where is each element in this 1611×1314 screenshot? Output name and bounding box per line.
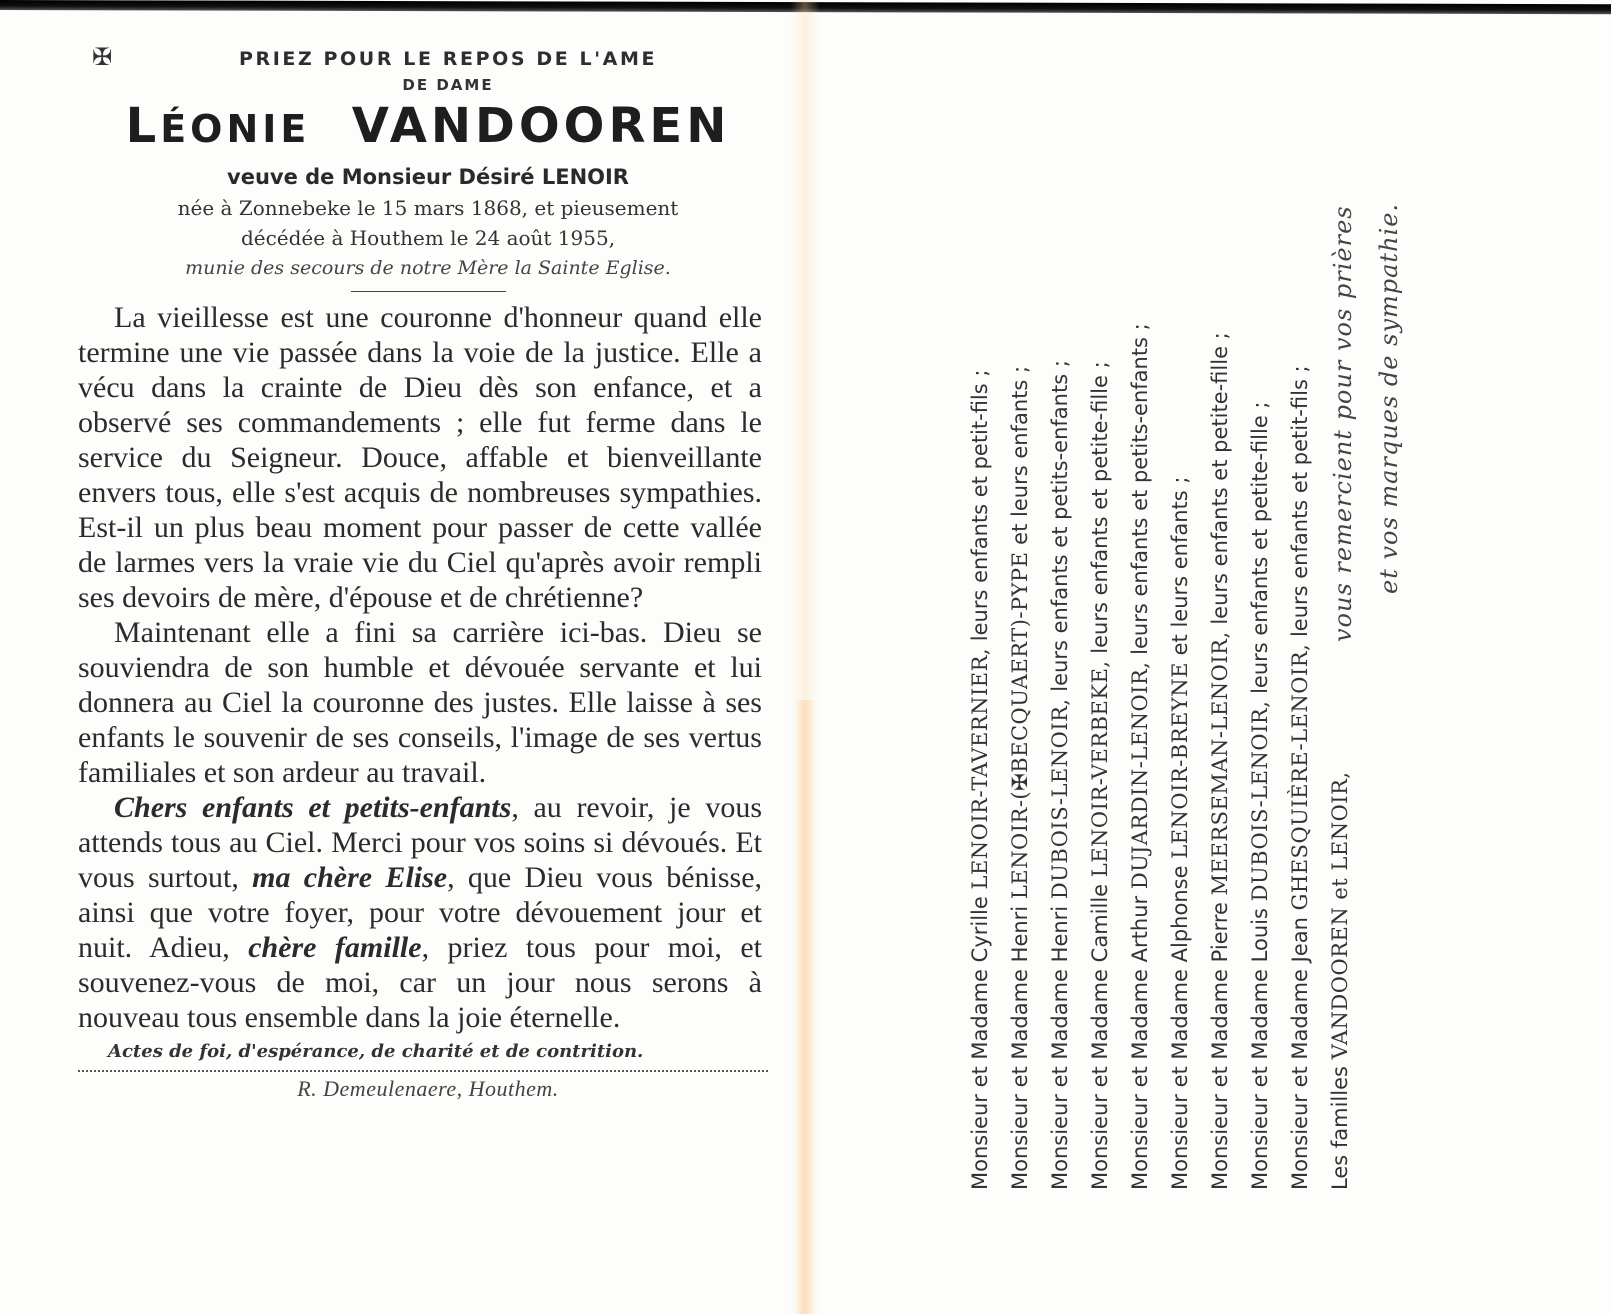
mourner-line: Monsieur et Madame Cyrille LENOIR-TAVERNIER, leurs enfants et petit-fils ; — [968, 369, 992, 1190]
thanks-line-1: vous remercient pour vos prières — [1329, 205, 1357, 642]
mourner-line: Monsieur et Madame Pierre MEERSEMAN-LENOIR, leurs enfants et petite-fille ; — [1208, 332, 1232, 1190]
deceased-name — [78, 96, 778, 159]
prayer-header-text: PRIEZ POUR LE REPOS DE L'AME — [238, 48, 658, 70]
eulogy-paragraph: Maintenant elle a fini sa carrière ici-bas. Dieu se souviendra de son humble et dévouée servante et lui donnera au Ciel la couronne des justes. Elle laisse à ses enfants le souvenir de ses conseils, l'image de ses vertus familiales et son ardeur au travail. — [78, 616, 762, 789]
mourner-line: Monsieur et Madame Henri LENOIR-(✠BECQUAERT)-PYPE et leurs enfants ; — [1008, 365, 1032, 1190]
widow-of: veuve de Monsieur Désiré LENOIR — [227, 165, 629, 189]
eulogy — [78, 300, 762, 1035]
death-line: décédée à Houthem le 24 août 1955, — [240, 226, 616, 250]
eulogy-paragraph — [78, 790, 762, 1035]
prayer-header — [78, 43, 778, 71]
acts-of-faith: Actes de foi, d'espérance, de charité et de contrition. — [108, 1041, 644, 1062]
divider — [351, 291, 506, 292]
first-name-rest: ÉONIE — [160, 107, 311, 151]
thanks-message — [1320, 203, 1412, 642]
eulogy-italic: Chers enfants et petits-enfants — [114, 791, 512, 824]
prayer-subheader: DE DAME — [402, 76, 494, 94]
first-name-initial: L — [125, 98, 161, 154]
printer-credit: R. Demeulenaere, Houthem. — [297, 1076, 559, 1101]
mourner-line: Monsieur et Madame Jean GHESQUIÈRE-LENOIR, leurs enfants et petit-fils ; — [1288, 365, 1312, 1190]
eulogy-italic: chère famille — [248, 931, 422, 964]
mourner-line: Monsieur et Madame Camille LENOIR-VERBEKE, leurs enfants et petite-fille ; — [1088, 361, 1112, 1190]
mourner-line: Monsieur et Madame Henri DUBOIS-LENOIR, leurs enfants et petits-enfants ; — [1048, 360, 1072, 1190]
eulogy-paragraph: La vieillesse est une couronne d'honneur quand elle termine une vie passée dans la voie de la justice. Elle a vécu dans la crainte de Dieu dès son enfance, et a observé ses commandements ; elle fut ferme dans le service du Seigneur. Douce, affable et bienveillante envers tous, elle s'est acquis de nombreuses sympathies. Est-il un plus beau moment pour passer de cette vallée de larmes vers la vraie vie du Ciel qu'après avoir rempli ses devoirs de mère, d'épouse et de chrétienne? — [78, 301, 762, 614]
birth-line: née à Zonnebeke le 15 mars 1868, et pieusement — [177, 196, 679, 220]
dotted-rule — [78, 1070, 768, 1072]
eulogy-italic: ma chère Elise — [252, 861, 448, 894]
card-fold-stain — [795, 700, 815, 1314]
mourner-line: Les familles VANDOOREN et LENOIR, — [1328, 771, 1352, 1190]
mourners-list — [960, 160, 1380, 1190]
memorial-card-left-page — [78, 38, 778, 1102]
eulogy-text: , priez tous pour moi, et souvenez-vous de moi, car un jour nous serons à nouveau tous ensemble dans la joie éternelle. — [78, 931, 762, 1034]
eulogy-text: , que Dieu vous bénisse, ainsi que votre foyer, pour votre dévouement jour et nuit. Adieu, — [78, 861, 763, 964]
eulogy-text: , au revoir, je vous attends tous au Ciel. Merci pour vos soins si dévoués. Et vous surtout, — [78, 791, 762, 894]
mourner-line: Monsieur et Madame Louis DUBOIS-LENOIR, leurs enfants et petite-fille ; — [1248, 401, 1272, 1190]
thanks-line-2: et vos marques de sympathie. — [1375, 202, 1403, 594]
sacraments-line: munie des secours de notre Mère la Sainte Eglise. — [185, 257, 671, 279]
surname: VANDOOREN — [351, 98, 731, 154]
mourner-line: Monsieur et Madame Arthur DUJARDIN-LENOIR, leurs enfants et petits-enfants ; — [1128, 323, 1152, 1190]
cross-icon: ✠ — [92, 43, 115, 71]
mourner-line: Monsieur et Madame Alphonse LENOIR-BREYNE et leurs enfants ; — [1168, 476, 1192, 1190]
